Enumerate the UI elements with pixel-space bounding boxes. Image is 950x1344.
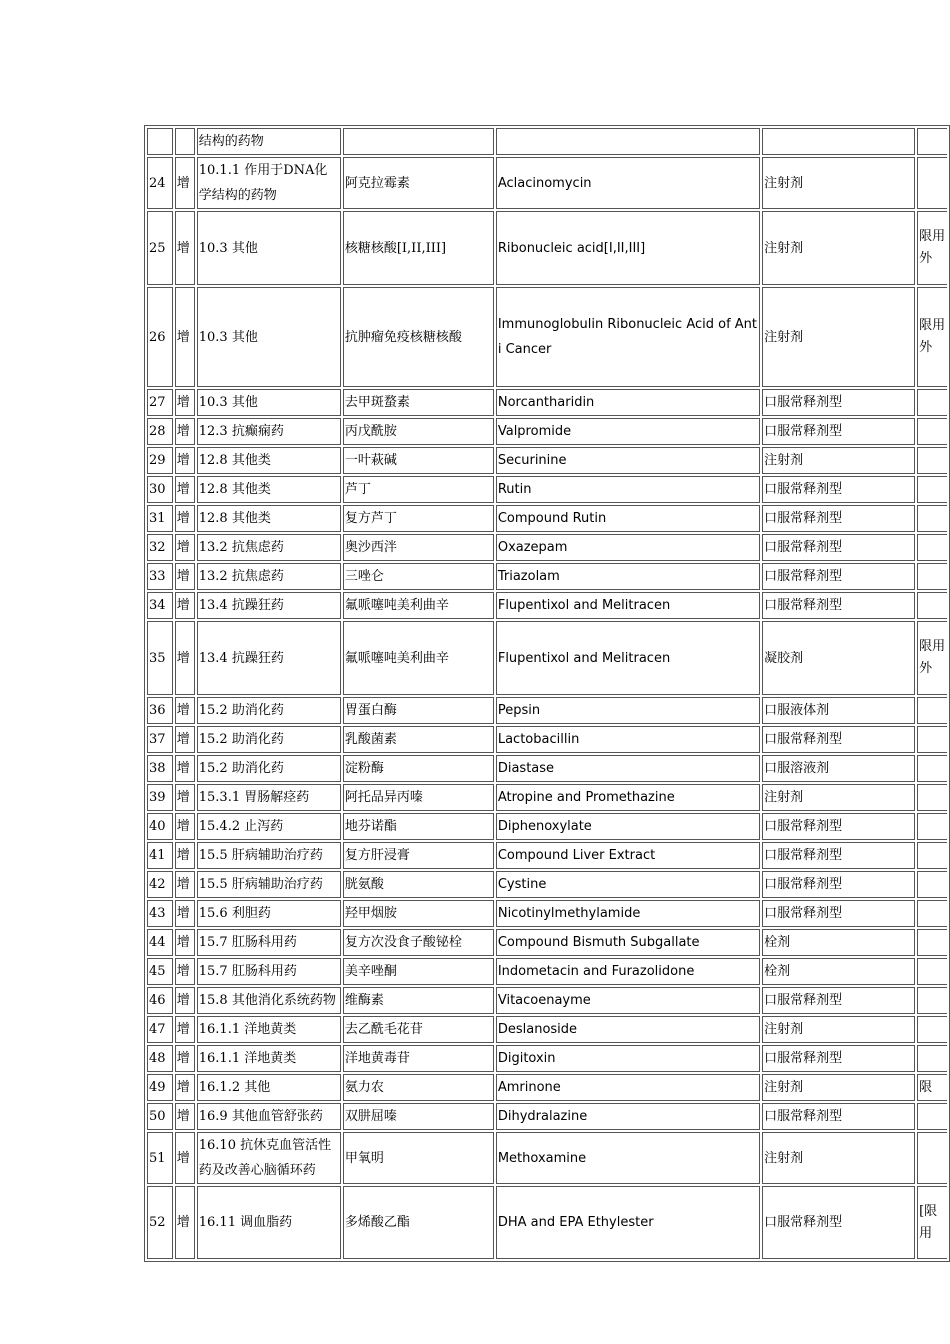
row-note [917,505,947,532]
row-name-cn: 洋地黄毒苷 [343,1045,494,1072]
row-number: 40 [147,813,173,840]
row-op: 增 [175,476,195,503]
row-form: 栓剂 [762,929,915,956]
row-number: 32 [147,534,173,561]
row-form: 栓剂 [762,958,915,985]
row-form: 口服常释剂型 [762,1186,915,1259]
row-note [917,128,947,155]
row-category: 12.8 其他类 [197,505,341,532]
row-category: 15.5 肝病辅助治疗药 [197,871,341,898]
row-category: 16.11 调血脂药 [197,1186,341,1259]
row-number: 48 [147,1045,173,1072]
row-category: 16.1.1 洋地黄类 [197,1045,341,1072]
row-op: 增 [175,211,195,285]
row-category: 12.8 其他类 [197,476,341,503]
row-op: 增 [175,813,195,840]
row-name-cn: 去乙酰毛花苷 [343,1016,494,1043]
row-name-cn: 去甲斑蝥素 [343,389,494,416]
row-category: 15.7 肛肠科用药 [197,958,341,985]
row-op [175,128,195,155]
row-number: 49 [147,1074,173,1101]
row-number: 38 [147,755,173,782]
row-number: 44 [147,929,173,956]
row-op: 增 [175,697,195,724]
table-row [147,1103,947,1130]
row-category: 15.4.2 止泻药 [197,813,341,840]
row-note [917,1016,947,1043]
row-form [762,128,915,155]
row-form: 口服常释剂型 [762,987,915,1014]
row-name-en: Ribonucleic acid[Ⅰ,II,III] [496,211,760,285]
table-row [147,128,947,155]
table-row [147,842,947,869]
row-number: 27 [147,389,173,416]
row-number: 33 [147,563,173,590]
row-form: 注射剂 [762,211,915,285]
row-number: 47 [147,1016,173,1043]
row-name-en: Nicotinylmethylamide [496,900,760,927]
row-form: 注射剂 [762,157,915,209]
row-note [917,418,947,445]
row-note [917,1045,947,1072]
row-name-en: Lactobacillin [496,726,760,753]
row-op: 增 [175,157,195,209]
table-row [147,389,947,416]
row-name-cn: 胱氨酸 [343,871,494,898]
row-category: 13.2 抗焦虑药 [197,534,341,561]
row-note: 限用外 [917,211,947,285]
row-number: 45 [147,958,173,985]
row-name-en: Immunoglobulin Ribonucleic Acid of Anti Cancer [496,287,760,387]
row-number: 39 [147,784,173,811]
row-name-cn: 三唑仑 [343,563,494,590]
row-form: 口服常释剂型 [762,476,915,503]
row-name-cn: 氟哌噻吨美利曲辛 [343,592,494,619]
row-form: 口服溶液剂 [762,755,915,782]
table-row [147,157,947,209]
row-op: 增 [175,842,195,869]
table-row [147,987,947,1014]
table-row [147,929,947,956]
table-row [147,697,947,724]
table-row [147,755,947,782]
row-name-cn: 氟哌噻吨美利曲辛 [343,621,494,695]
row-name-en: Securinine [496,447,760,474]
row-note [917,842,947,869]
row-op: 增 [175,987,195,1014]
row-category: 15.3.1 胃肠解痉药 [197,784,341,811]
row-category: 15.2 助消化药 [197,697,341,724]
row-number: 25 [147,211,173,285]
row-name-cn: 多烯酸乙酯 [343,1186,494,1259]
row-name-cn: 双肼屈嗪 [343,1103,494,1130]
row-number: 43 [147,900,173,927]
row-form: 口服常释剂型 [762,563,915,590]
row-category: 10.3 其他 [197,287,341,387]
row-name-cn: 复方芦丁 [343,505,494,532]
row-op: 增 [175,447,195,474]
row-note: 限 [917,1074,947,1101]
row-category: 15.2 助消化药 [197,726,341,753]
row-form: 口服常释剂型 [762,813,915,840]
row-name-en: Diphenoxylate [496,813,760,840]
row-op: 增 [175,534,195,561]
row-name-en: Cystine [496,871,760,898]
row-number: 34 [147,592,173,619]
row-name-en: Flupentixol and Melitracen [496,621,760,695]
row-note [917,476,947,503]
row-op: 增 [175,900,195,927]
row-name-en: Compound Liver Extract [496,842,760,869]
row-number: 29 [147,447,173,474]
table-row [147,1186,947,1259]
row-name-en: Compound Bismuth Subgallate [496,929,760,956]
row-name-en: Indometacin and Furazolidone [496,958,760,985]
table-row [147,418,947,445]
row-form: 注射剂 [762,1016,915,1043]
row-note [917,534,947,561]
row-category: 15.5 肝病辅助治疗药 [197,842,341,869]
row-op: 增 [175,871,195,898]
row-number: 42 [147,871,173,898]
row-name-cn: 复方肝浸膏 [343,842,494,869]
row-op: 增 [175,1186,195,1259]
table-row [147,958,947,985]
table-row [147,534,947,561]
row-note [917,563,947,590]
row-name-cn: 胃蛋白酶 [343,697,494,724]
row-name-en: Atropine and Promethazine [496,784,760,811]
table-row [147,813,947,840]
row-form: 注射剂 [762,784,915,811]
row-op: 增 [175,389,195,416]
row-name-en: Amrinone [496,1074,760,1101]
row-number: 35 [147,621,173,695]
row-number: 51 [147,1132,173,1184]
row-name-en [496,128,760,155]
row-note [917,871,947,898]
row-number: 24 [147,157,173,209]
row-name-cn: 复方次没食子酸铋栓 [343,929,494,956]
row-name-en: Norcantharidin [496,389,760,416]
row-name-cn: 美辛唑酮 [343,958,494,985]
row-number: 37 [147,726,173,753]
table-row [147,592,947,619]
row-form: 注射剂 [762,1074,915,1101]
row-name-cn: 芦丁 [343,476,494,503]
row-note: 限用外 [917,287,947,387]
row-form: 口服常释剂型 [762,871,915,898]
row-category: 12.8 其他类 [197,447,341,474]
row-category: 13.4 抗躁狂药 [197,621,341,695]
row-name-cn: 丙戊酰胺 [343,418,494,445]
table-row [147,1132,947,1184]
row-category: 16.10 抗休克血管活性药及改善心脑循环药 [197,1132,341,1184]
row-number: 52 [147,1186,173,1259]
row-name-en: Diastase [496,755,760,782]
row-name-cn: 阿克拉霉素 [343,157,494,209]
row-number: 46 [147,987,173,1014]
row-number: 30 [147,476,173,503]
table-row [147,447,947,474]
row-op: 增 [175,755,195,782]
row-note [917,389,947,416]
table-row [147,563,947,590]
row-category: 结构的药物 [197,128,341,155]
row-op: 增 [175,592,195,619]
row-note [917,592,947,619]
row-category: 16.9 其他血管舒张药 [197,1103,341,1130]
row-name-en: Deslanoside [496,1016,760,1043]
row-op: 增 [175,1074,195,1101]
row-name-cn: 羟甲烟胺 [343,900,494,927]
row-op: 增 [175,621,195,695]
table-body [147,128,947,1259]
row-category: 15.8 其他消化系统药物 [197,987,341,1014]
row-name-cn: 奥沙西泮 [343,534,494,561]
row-form: 注射剂 [762,287,915,387]
row-note [917,1103,947,1130]
row-op: 增 [175,1016,195,1043]
row-form: 凝胶剂 [762,621,915,695]
table-row [147,505,947,532]
row-op: 增 [175,1132,195,1184]
row-name-en: Methoxamine [496,1132,760,1184]
row-name-en: Compound Rutin [496,505,760,532]
row-number: 41 [147,842,173,869]
row-name-cn: 淀粉酶 [343,755,494,782]
row-form: 口服液体剂 [762,697,915,724]
row-category: 13.2 抗焦虑药 [197,563,341,590]
row-name-cn: 抗肿瘤免疫核糖核酸 [343,287,494,387]
row-name-cn: 甲氧明 [343,1132,494,1184]
row-name-en: Oxazepam [496,534,760,561]
row-form: 口服常释剂型 [762,900,915,927]
row-name-cn: 一叶萩碱 [343,447,494,474]
table-row [147,784,947,811]
row-category: 12.3 抗癫痫药 [197,418,341,445]
row-note [917,900,947,927]
row-number: 36 [147,697,173,724]
row-form: 口服常释剂型 [762,505,915,532]
row-form: 口服常释剂型 [762,534,915,561]
row-op: 增 [175,505,195,532]
row-note [917,697,947,724]
row-name-cn: 阿托品异丙嗪 [343,784,494,811]
table-row [147,211,947,285]
row-category: 15.2 助消化药 [197,755,341,782]
row-name-en: Dihydralazine [496,1103,760,1130]
row-category: 10.1.1 作用于DNA化学结构的药物 [197,157,341,209]
row-name-en: Flupentixol and Melitracen [496,592,760,619]
row-name-en: Triazolam [496,563,760,590]
row-note [917,726,947,753]
row-name-cn: 地芬诺酯 [343,813,494,840]
row-category: 10.3 其他 [197,211,341,285]
row-op: 增 [175,563,195,590]
row-name-cn: 核糖核酸[Ⅰ,II,III] [343,211,494,285]
row-name-en: Valpromide [496,418,760,445]
row-name-cn: 乳酸菌素 [343,726,494,753]
row-note: [限用 [917,1186,947,1259]
row-op: 增 [175,929,195,956]
row-form: 口服常释剂型 [762,592,915,619]
row-op: 增 [175,418,195,445]
row-name-cn: 氨力农 [343,1074,494,1101]
row-note [917,784,947,811]
row-form: 口服常释剂型 [762,1103,915,1130]
row-note [917,929,947,956]
table-row [147,287,947,387]
row-category: 13.4 抗躁狂药 [197,592,341,619]
row-number: 26 [147,287,173,387]
table-row [147,476,947,503]
table-row [147,621,947,695]
row-name-cn: 维酶素 [343,987,494,1014]
table-row [147,871,947,898]
row-note: 限用外 [917,621,947,695]
row-name-en: DHA and EPA Ethylester [496,1186,760,1259]
row-note [917,958,947,985]
row-note [917,987,947,1014]
table-row [147,900,947,927]
row-category: 16.1.1 洋地黄类 [197,1016,341,1043]
row-name-cn [343,128,494,155]
row-category: 16.1.2 其他 [197,1074,341,1101]
row-note [917,813,947,840]
drug-list-table [144,125,950,1262]
row-form: 注射剂 [762,447,915,474]
table-row [147,1016,947,1043]
row-note [917,447,947,474]
row-category: 10.3 其他 [197,389,341,416]
table-row [147,726,947,753]
table-row [147,1074,947,1101]
row-form: 口服常释剂型 [762,418,915,445]
table-row [147,1045,947,1072]
row-op: 增 [175,726,195,753]
row-op: 增 [175,1045,195,1072]
row-name-en: Aclacinomycin [496,157,760,209]
row-number: 31 [147,505,173,532]
row-name-en: Vitacoenayme [496,987,760,1014]
row-category: 15.6 利胆药 [197,900,341,927]
row-category: 15.7 肛肠科用药 [197,929,341,956]
row-form: 口服常释剂型 [762,1045,915,1072]
row-form: 口服常释剂型 [762,389,915,416]
row-name-en: Pepsin [496,697,760,724]
row-form: 注射剂 [762,1132,915,1184]
row-op: 增 [175,1103,195,1130]
row-note [917,755,947,782]
row-note [917,157,947,209]
row-op: 增 [175,958,195,985]
row-note [917,1132,947,1184]
row-number [147,128,173,155]
row-form: 口服常释剂型 [762,842,915,869]
row-name-en: Rutin [496,476,760,503]
row-name-en: Digitoxin [496,1045,760,1072]
row-form: 口服常释剂型 [762,726,915,753]
row-number: 50 [147,1103,173,1130]
row-number: 28 [147,418,173,445]
row-op: 增 [175,784,195,811]
row-op: 增 [175,287,195,387]
